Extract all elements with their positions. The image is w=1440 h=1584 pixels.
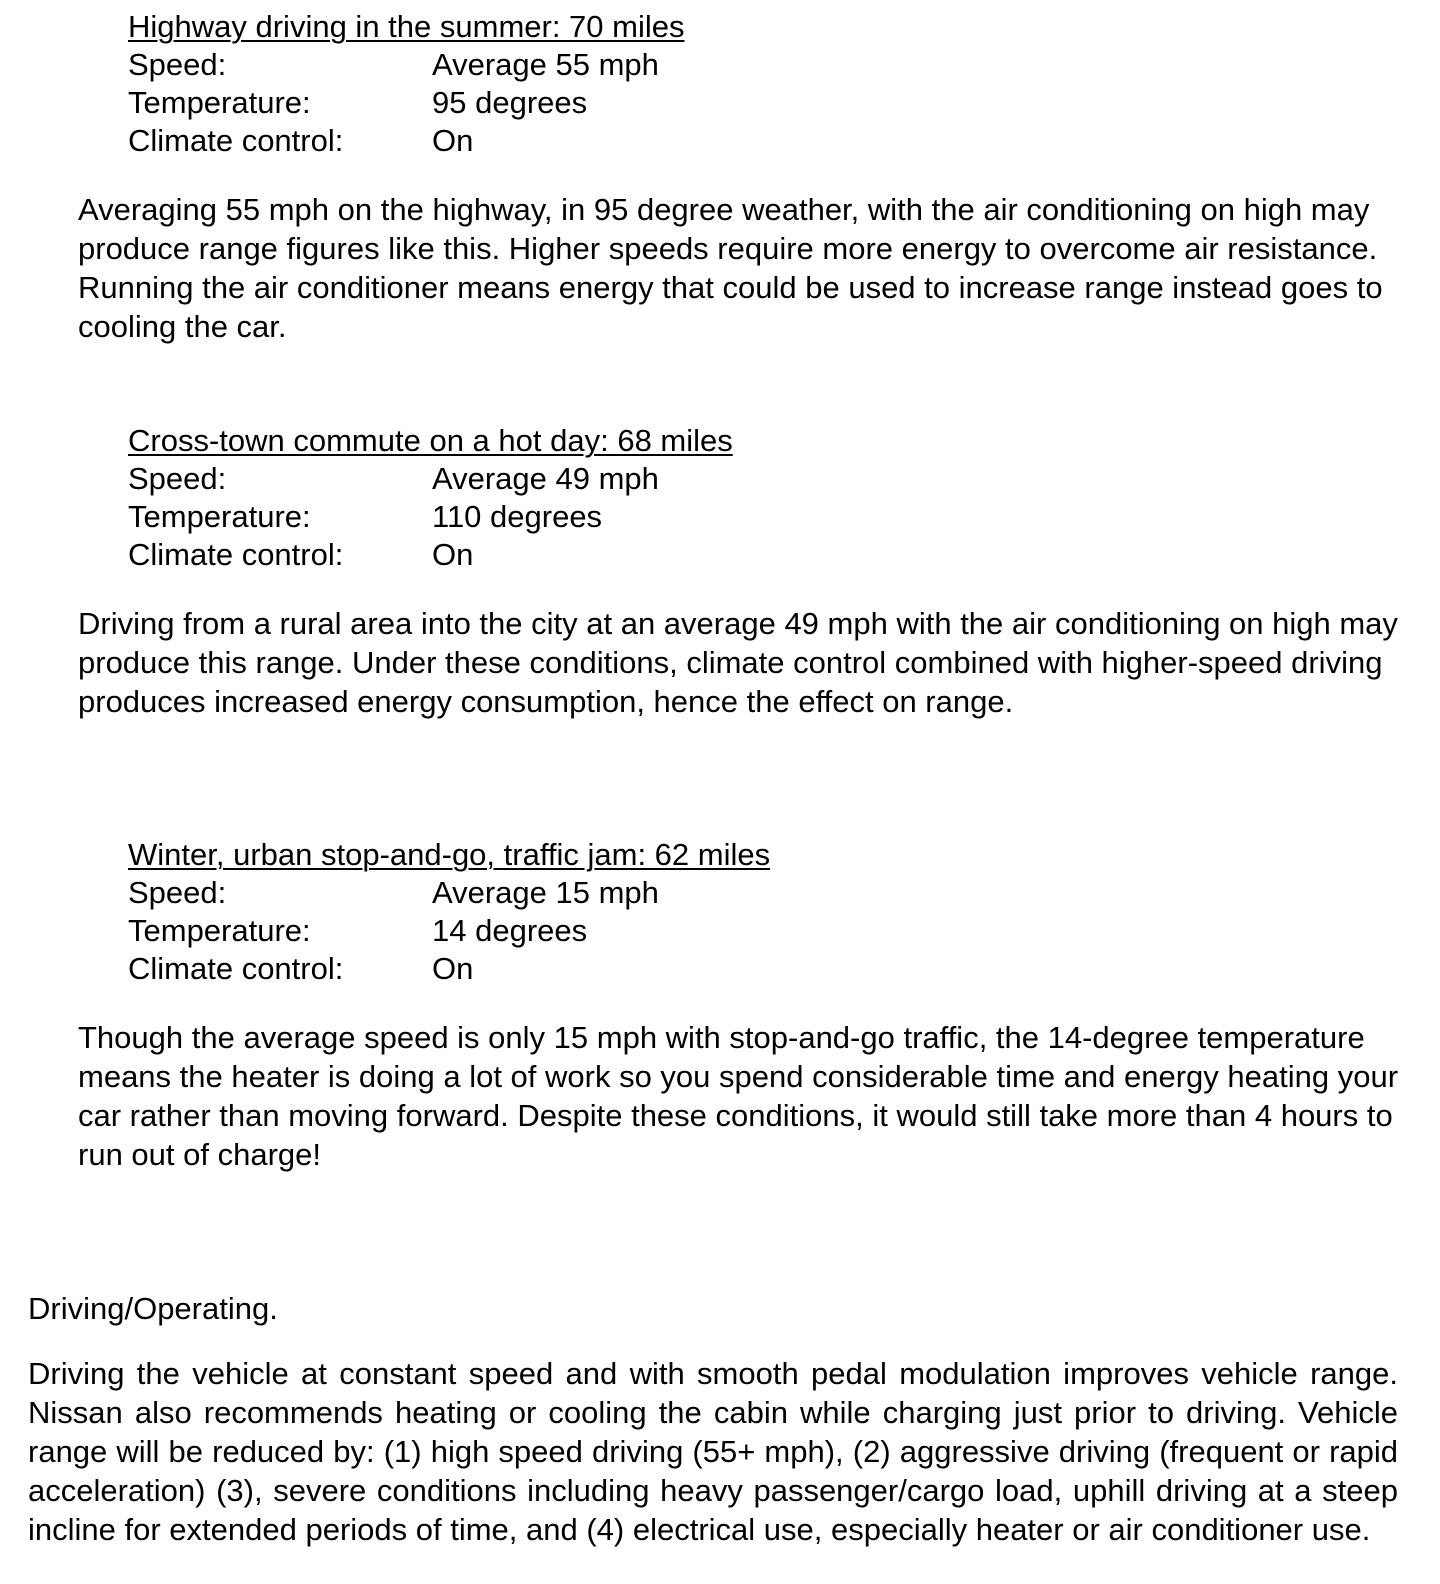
- scenario-description: Averaging 55 mph on the highway, in 95 degree weather, with the air conditioning on high may produce range figures like this. Higher speeds require more energy to overcome air resistance. Running the air conditioner means energy that could be used to increase range instead goes to cooling the car.: [78, 192, 1383, 344]
- spec-value: 95 degrees: [432, 85, 588, 120]
- spec-value: On: [432, 123, 474, 158]
- spec-label: Speed:: [128, 461, 227, 496]
- spec-label: Temperature:: [128, 499, 311, 534]
- spec-label: Temperature:: [128, 913, 311, 948]
- spec-label: Climate control:: [128, 123, 344, 158]
- spec-label: Temperature:: [128, 85, 311, 120]
- spec-label: Climate control:: [128, 951, 344, 986]
- scenario-title: Winter, urban stop-and-go, traffic jam: 62 miles: [128, 837, 771, 872]
- spec-value: Average 49 mph: [432, 461, 659, 496]
- section-heading: Driving/Operating.: [28, 1291, 278, 1326]
- scenario-title: Cross-town commute on a hot day: 68 miles: [128, 423, 733, 458]
- spec-value: On: [432, 951, 474, 986]
- spec-label: Speed:: [128, 47, 227, 82]
- spec-value: On: [432, 537, 474, 572]
- scenario-description: Though the average speed is only 15 mph with stop-and-go traffic, the 14-degree temperature means the heater is doing a lot of work so you spend considerable time and energy heating your car rather than moving forward. Despite these conditions, it would still take more than 4 hours to run out of charge!: [78, 1020, 1399, 1172]
- scenario-description: Driving from a rural area into the city at an average 49 mph with the air conditioning on high may produce this range. Under these conditions, climate control combined with higher-speed driving produces increased energy consumption, hence the effect on range.: [78, 606, 1398, 719]
- spec-value: 110 degrees: [432, 499, 603, 534]
- spec-value: Average 15 mph: [432, 875, 659, 910]
- spec-label: Climate control:: [128, 537, 344, 572]
- section-body: Driving the vehicle at constant speed and with smooth pedal modulation improves vehicle range. Nissan also recommends heating or cooling the cabin while charging just prior to driving. Vehicle range will be reduced by: (1) high speed driving (55+ mph), (2) aggressive driving (frequent or rapid acceleration) (3), severe conditions including heavy passenger/cargo load, uphill driving at a steep incline for extended periods of time, and (4) electrical use, especially heater or air conditioner use.: [28, 1356, 1398, 1547]
- spec-label: Speed:: [128, 875, 227, 910]
- spec-value: 14 degrees: [432, 913, 588, 948]
- scenario-title: Highway driving in the summer: 70 miles: [128, 9, 685, 44]
- spec-value: Average 55 mph: [432, 47, 659, 82]
